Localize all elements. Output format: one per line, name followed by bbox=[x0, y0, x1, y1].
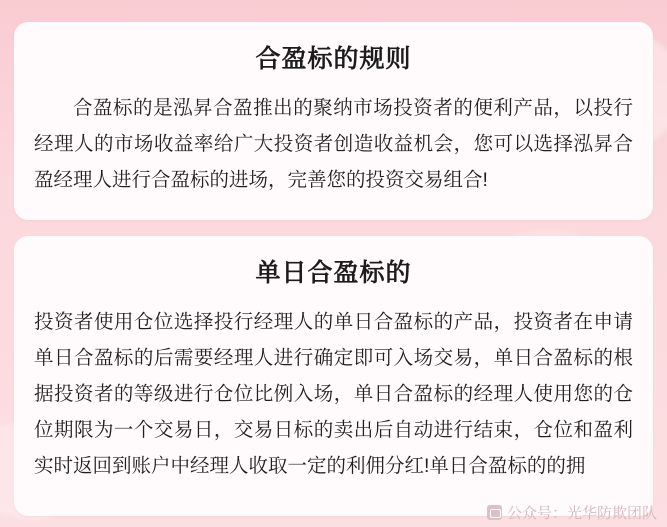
watermark-text: 公众号：光华防欺团队 bbox=[506, 505, 657, 522]
section-paragraph: 投资者使用仓位选择投行经理人的单日合盈标的产品，投资者在申请单日合盈标的后需要经理人进行确定即可入场交易，单日合盈标的根据投资者的等级进行仓位比例入场，单日合盈标的经理人使用您的仓位期限为一个交易日，交易日标的卖出后自动进行结束，仓位和盈利实时返回到账户中经理人收取一定的利佣分红!单日合盈标的的拥 bbox=[34, 311, 633, 478]
section-title: 合盈标的规则 bbox=[255, 45, 412, 73]
section-title: 单日合盈标的 bbox=[255, 259, 412, 288]
section-card-single-day bbox=[14, 236, 653, 516]
section-card-rules bbox=[14, 22, 653, 220]
section-paragraph: 合盈标的是泓昇合盈推出的聚纳市场投资者的便利产品，以投行经理人的市场收益率给广大投资者创造收益机会，您可以选择泓昇合盈经理人进行合盈标的进场，完善您的投资交易组合! bbox=[34, 97, 633, 192]
wechat-official-account-icon bbox=[487, 505, 502, 520]
watermark bbox=[487, 502, 657, 523]
